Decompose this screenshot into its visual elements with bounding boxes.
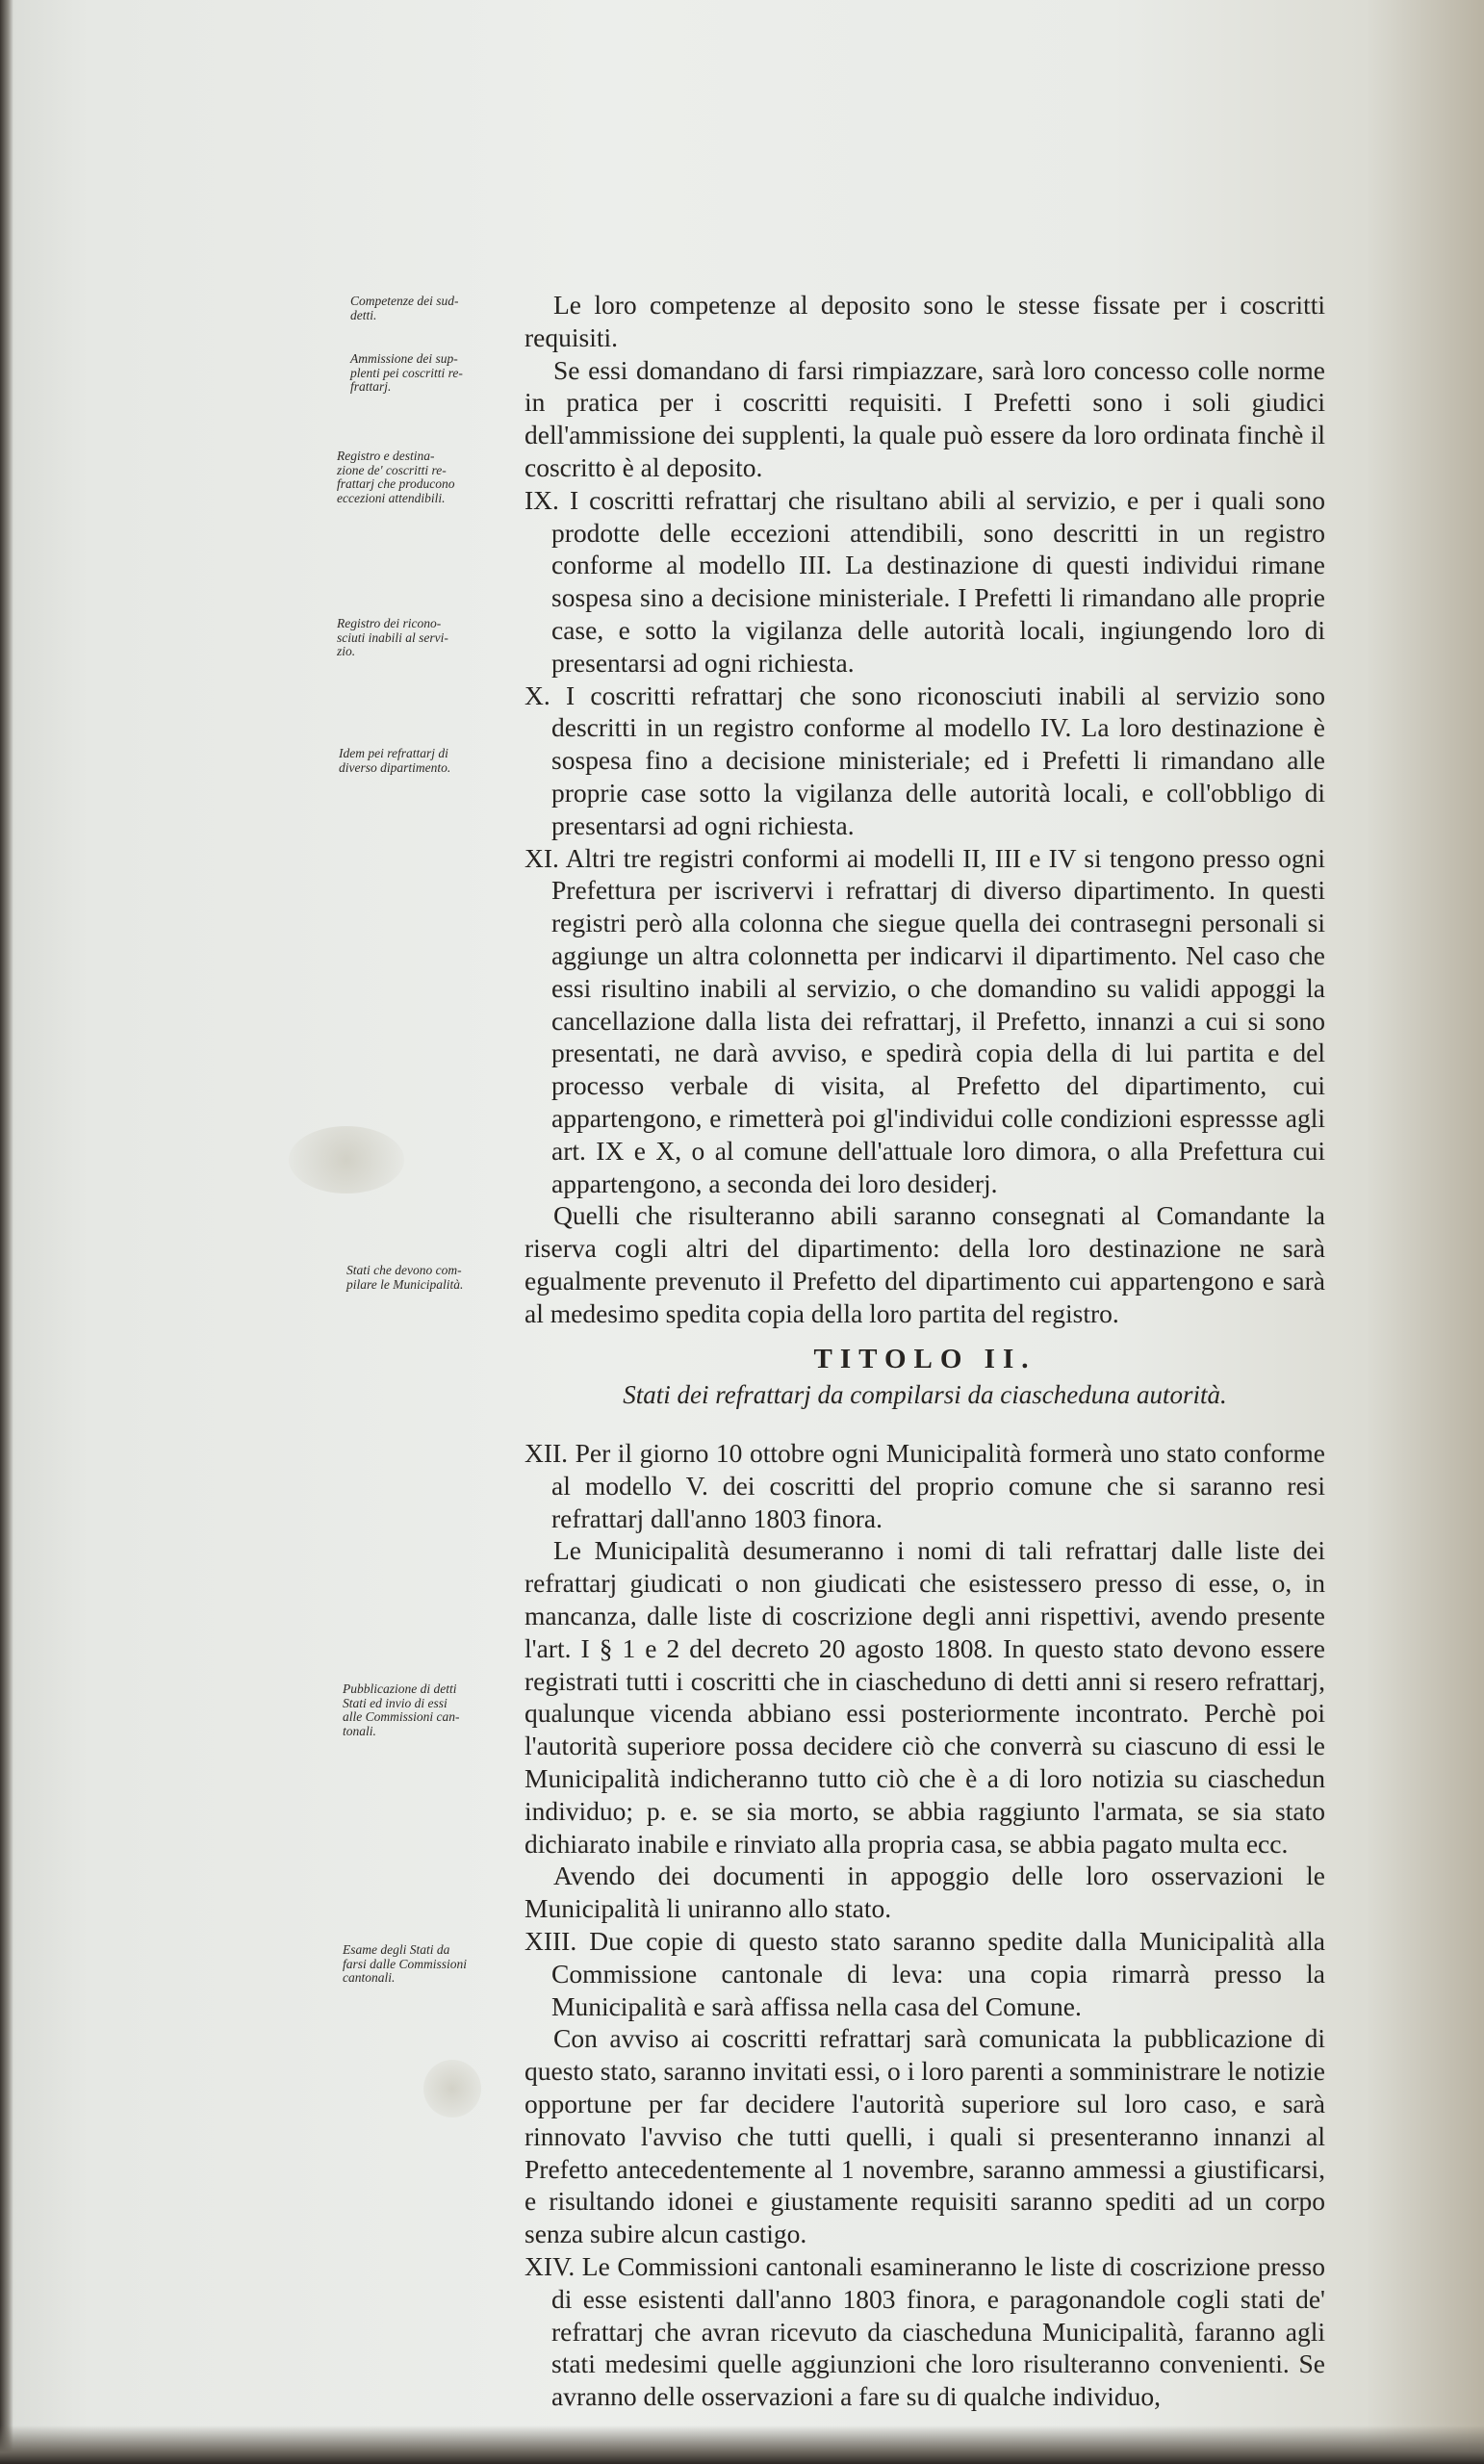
paragraph: Avendo dei documenti in appoggio delle loro osservazioni le Municipalità li uniranno allo stato. <box>525 1861 1325 1924</box>
article-xiii <box>525 1925 1325 2022</box>
margin-note-pubblicazione: Pubblicazione di detti Stati ed invio di essi alle Commissioni can- tonali. <box>343 1681 460 1738</box>
paragraph: Quelli che risulteranno abili saranno consegnati al Comandante la riserva cogli altri del dipartimento: della loro destinazione ne sarà egualmente prevenuto il Prefetto del dipartimento cui appartengono e sarà al medesimo spedita copia della loro partita del registro. <box>525 1200 1325 1328</box>
page-edge-left <box>0 0 13 2464</box>
article-xi <box>525 842 1325 1200</box>
page-edge-bottom <box>0 2426 1484 2464</box>
article-text: Altri tre registri conformi ai modelli II, III e IV si tengono presso ogni Prefettura per iscrivervi i refrattarj di diverso dipartimento. In questi registri però alla colonna che siegue quella dei contrasegni personali si aggiunge un altra colonnetta per indicarvi il dipartimento. Nel caso che essi risultino inabili al servizio, o che domandino su validi appoggi la cancellazione dalla lista dei refrattarj, il Prefetto, innanzi a cui si sono presentati, ne darà avviso, e spedirà copia della di lui partita e del processo verbale di visita, al Prefetto del dipartimento, cui appartengono, e rimetterà poi gl'individui colle condizioni espressse agli art. IX e X, o al comune dell'attuale loro dimora, o alla Prefettura cui appartengono, a seconda dei loro desiderj. <box>551 842 1325 1198</box>
article-text: Per il giorno 10 ottobre ogni Municipalità formerà uno stato conforme al modello V. dei coscritti del proprio comune che si saranno resi refrattarj dall'anno 1803 finora. <box>551 1438 1326 1533</box>
paper-stain <box>289 1126 404 1194</box>
margin-note-registro-destinazione: Registro e destina- zione de' coscritti re- frattarj che producono eccezioni attendibili. <box>337 449 455 505</box>
section-title: TITOLO II. <box>813 1343 1036 1374</box>
article-text: Due copie di questo stato saranno spedite dalla Municipalità alla Commissione cantonale di leva: una copia rimarrà presso la Municipalità e sarà affissa nella casa del Comune. <box>551 1926 1325 2021</box>
margin-note-competenze: Competenze dei sud- detti. <box>350 294 459 322</box>
article-xiv <box>525 2250 1325 2413</box>
article-number: IX. <box>525 484 559 515</box>
section-subtitle: Stati dei refrattarj da compilarsi da ciascheduna autorità. <box>623 1380 1227 1410</box>
article-number: XII. <box>525 1438 569 1469</box>
article-ix <box>525 484 1325 680</box>
margin-note-idem-refrattarj: Idem pei refrattarj di diverso dipartimento. <box>339 746 451 775</box>
paragraph: Le Municipalità desumeranno i nomi di tali refrattarj dalle liste dei refrattarj giudicati o non giudicati che esistessero presso di esse, o, in mancanza, dalle liste di coscrizione degli anni rispettivi, avendo presente l'art. I § 1 e 2 del decreto 20 agosto 1808. In questo stato devono essere registrati tutti i coscritti che in ciascheduno di detti anni si resero refrattarj, qualunque vicenda abbiano essi posteriormente incontrato. Perchè poi l'autorità superiore possa decidere ciò che converrà su ciascuno di essi le Municipalità indicheranno tutto ciò che è a di loro notizia su ciaschedun individuo; p. e. se sia morto, se abbia raggiunto l'armata, se sia stato dichiarato inabile e rinviato alla propria casa, se abbia pagato multa ecc. <box>525 1535 1325 1859</box>
article-text: Le Commissioni cantonali esamineranno le liste di coscrizione presso di esse esistenti dall'anno 1803 finora, e paragonandole cogli stati de' refrattarj che avran ricevuto da ciascheduna Municipalità, faranno agli stati medesimi quelle aggiunzioni che loro risulteranno convenienti. Se avranno delle osservazioni a fare su di qualche individuo, <box>551 2251 1325 2412</box>
article-number: XIII. <box>525 1926 577 1957</box>
paragraph: Le loro competenze al deposito sono le stesse fissate per i coscritti requisiti. <box>525 290 1325 352</box>
paper-stain <box>423 2060 481 2118</box>
paragraph: Con avviso ai coscritti refrattarj sarà comunicata la pubblicazione di questo stato, saranno invitati essi, o i loro parenti a somministrare le notizie opportune per far decidere l'autorità superiore sul loro caso, e sarà rinnovato l'avviso che tutti quelli, i quali si presenteranno innanzi al Prefetto antecedentemente al 1 novembre, saranno ammessi a giustificarsi, e risultando idonei e giustamente requisiti saranno spediti ad un corpo senza subire alcun castigo. <box>525 2023 1325 2249</box>
article-text: I coscritti refrattarj che risultano abili al servizio, e per i quali sono prodotte delle eccezioni attendibili, sono descritti in un registro conforme al modello III. La destinazione di questi individui rimane sospesa sino a decisione ministeriale. I Prefetti li rimandano alle proprie case, e sotto la vigilanza delle autorità locali, ingiungendo loro di presentarsi ad ogni richiesta. <box>551 484 1326 678</box>
margin-note-esame-stati: Esame degli Stati da farsi dalle Commissioni cantonali. <box>343 1942 468 1985</box>
article-x <box>525 680 1325 842</box>
main-text <box>525 289 1325 2413</box>
article-xii <box>525 1437 1325 1534</box>
paragraph: Se essi domandano di farsi rimpiazzare, sarà loro concesso colle norme in pratica per i coscritti requisiti. I Prefetti sono i soli giudici dell'ammissione dei supplenti, la quale può essere da loro ordinata finchè il coscritto è al deposito. <box>525 354 1325 482</box>
article-number: XI. <box>525 842 559 873</box>
article-number: X. <box>525 680 550 710</box>
margin-note-stati-municipalita: Stati che devono com- pilare le Municipalità. <box>346 1263 464 1292</box>
article-text: I coscritti refrattarj che sono riconosciuti inabili al servizio sono descritti in un registro conforme al modello IV. La loro destinazione è sospesa fino a decisione ministeriale; ed i Prefetti li rimandano alle proprie case sotto la vigilanza delle autorità locali, e coll'obbligo di presentarsi ad ogni richiesta. <box>551 680 1325 840</box>
margin-note-ammissione: Ammissione dei sup- plenti pei coscritti re- frattarj. <box>350 351 463 394</box>
margin-note-registro-inabili: Registro dei ricono- sciuti inabili al servi- zio. <box>337 616 448 658</box>
article-number: XIV. <box>525 2251 576 2282</box>
